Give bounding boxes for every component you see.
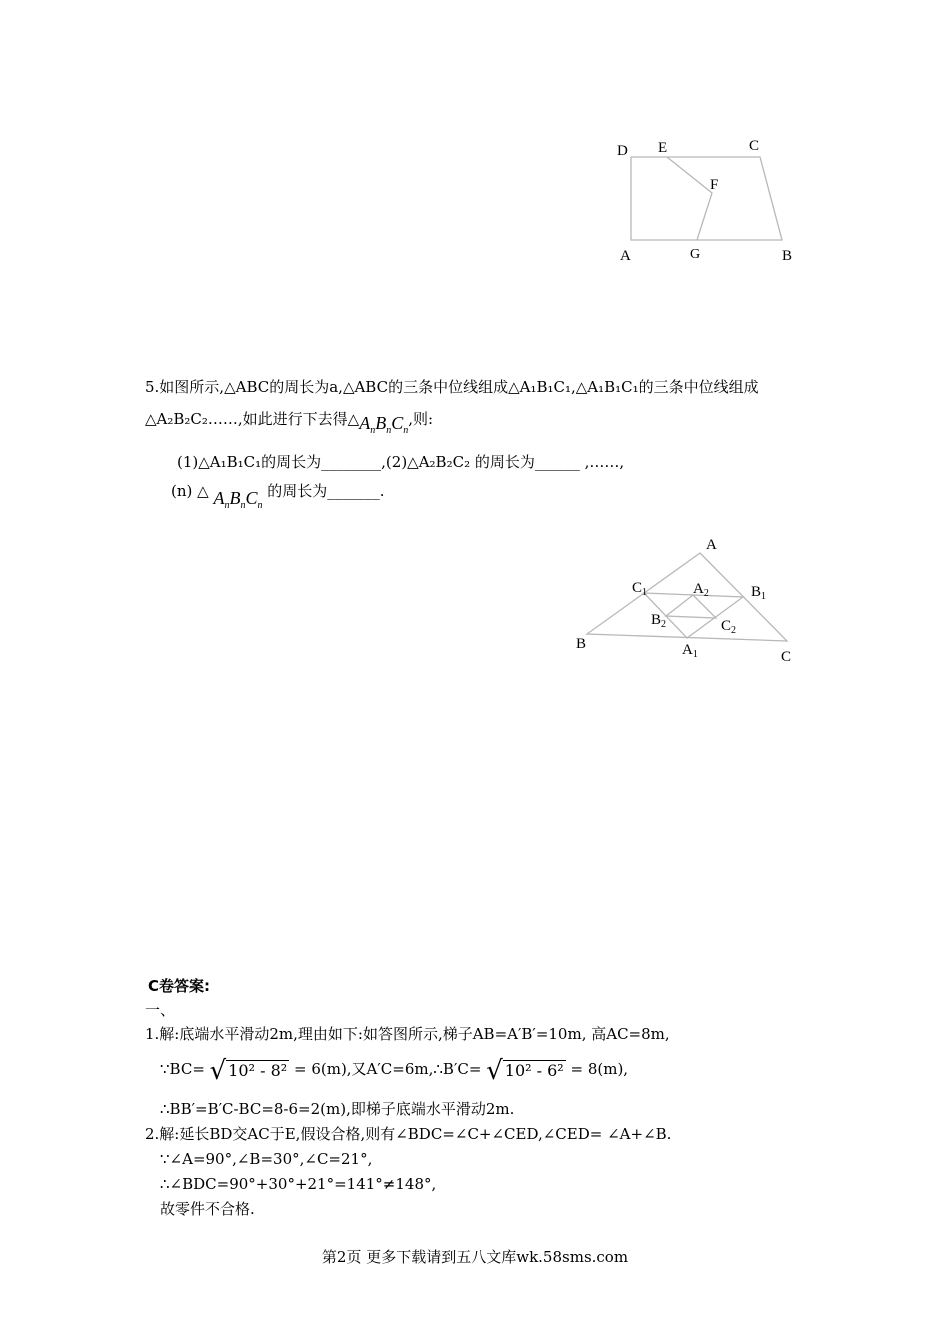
label-e: E [658, 140, 668, 156]
label-c1: $C_1$ [632, 580, 648, 598]
answer1-bc: ∵BC= [160, 1060, 205, 1078]
q5-partn-prefix: (n) △ [171, 482, 209, 500]
label-d: D [617, 143, 628, 159]
label-b2: $B_2$ [651, 612, 667, 630]
label-b: B [782, 248, 793, 264]
q5-line2-prefix: △A₂B₂C₂……,如此进行下去得△ [145, 410, 360, 428]
label-f: F [710, 177, 719, 193]
label-c2: $C_2$ [721, 618, 737, 636]
answer2-line1: 2.解:延长BD交AC于E,假设合格,则有∠BDC=∠C+∠CED,∠CED= ∠A+∠B. [145, 1125, 672, 1143]
label-c: C [781, 649, 792, 665]
answer1-end: = 8(m), [570, 1060, 629, 1078]
q5-partn [171, 480, 385, 511]
label-a2: $A_2$ [693, 581, 709, 599]
answer2-line4: 故零件不合格. [160, 1200, 255, 1218]
sqrt-10-8: √ 10² - 8² [209, 1055, 288, 1086]
q5-partn-suffix: 的周长为_______. [267, 482, 385, 500]
answer2-line2: ∵∠A=90°,∠B=30°,∠C=21°, [160, 1150, 373, 1168]
midline-triangle-figure [570, 530, 800, 670]
q5-line2 [145, 408, 433, 436]
label-b1: $B_1$ [751, 584, 767, 602]
q5-part1: (1)△A₁B₁C₁的周长为________,(2)△A₂B₂C₂ 的周长为______ ,……, [177, 453, 625, 471]
sqrt-10-6-radicand: 10² - 6² [504, 1060, 564, 1080]
answer1-line1: 1.解:底端水平滑动2m,理由如下:如答图所示,梯子AB=A′B′=10m, 高AC=8m, [145, 1025, 670, 1043]
answer2-line3: ∴∠BDC=90°+30°+21°=141°≠148°, [160, 1175, 437, 1193]
q5-line1: 5.如图所示,△ABC的周长为a,△ABC的三条中位线组成△A₁B₁C₁,△A₁B₁C₁的三条中位线组成 [145, 378, 759, 396]
answer1-mid: = 6(m),又A′C=6m,∴B′C= [293, 1060, 482, 1078]
trapezoid-figure [600, 130, 810, 270]
label-a: A [706, 537, 717, 553]
path-efg [667, 157, 712, 240]
page-footer: 第2页 更多下载请到五八文库wk.58sms.com [321, 1248, 629, 1266]
answers-title: C卷答案: [148, 977, 211, 995]
q5-anbncn-2: $A_nB_nC_n$ [213, 488, 263, 511]
sqrt-10-6: √ 10² - 6² [486, 1055, 564, 1086]
label-b: B [576, 636, 587, 652]
q5-line2-suffix: ,则: [408, 410, 434, 428]
label-c: C [749, 138, 760, 154]
q5-anbncn-1: $A_nB_nC_n$ [359, 413, 409, 436]
sqrt-10-8-radicand: 10² - 8² [228, 1060, 288, 1080]
answer1-line2 [160, 1054, 628, 1086]
label-a1: $A_1$ [682, 642, 698, 660]
label-a: A [620, 248, 631, 264]
trapezoid-outline [631, 157, 782, 240]
answers-section-1: 一、 [145, 1001, 176, 1019]
label-g: G [690, 247, 701, 262]
answer1-line3: ∴BB′=B′C-BC=8-6=2(m),即梯子底端水平滑动2m. [160, 1100, 515, 1118]
